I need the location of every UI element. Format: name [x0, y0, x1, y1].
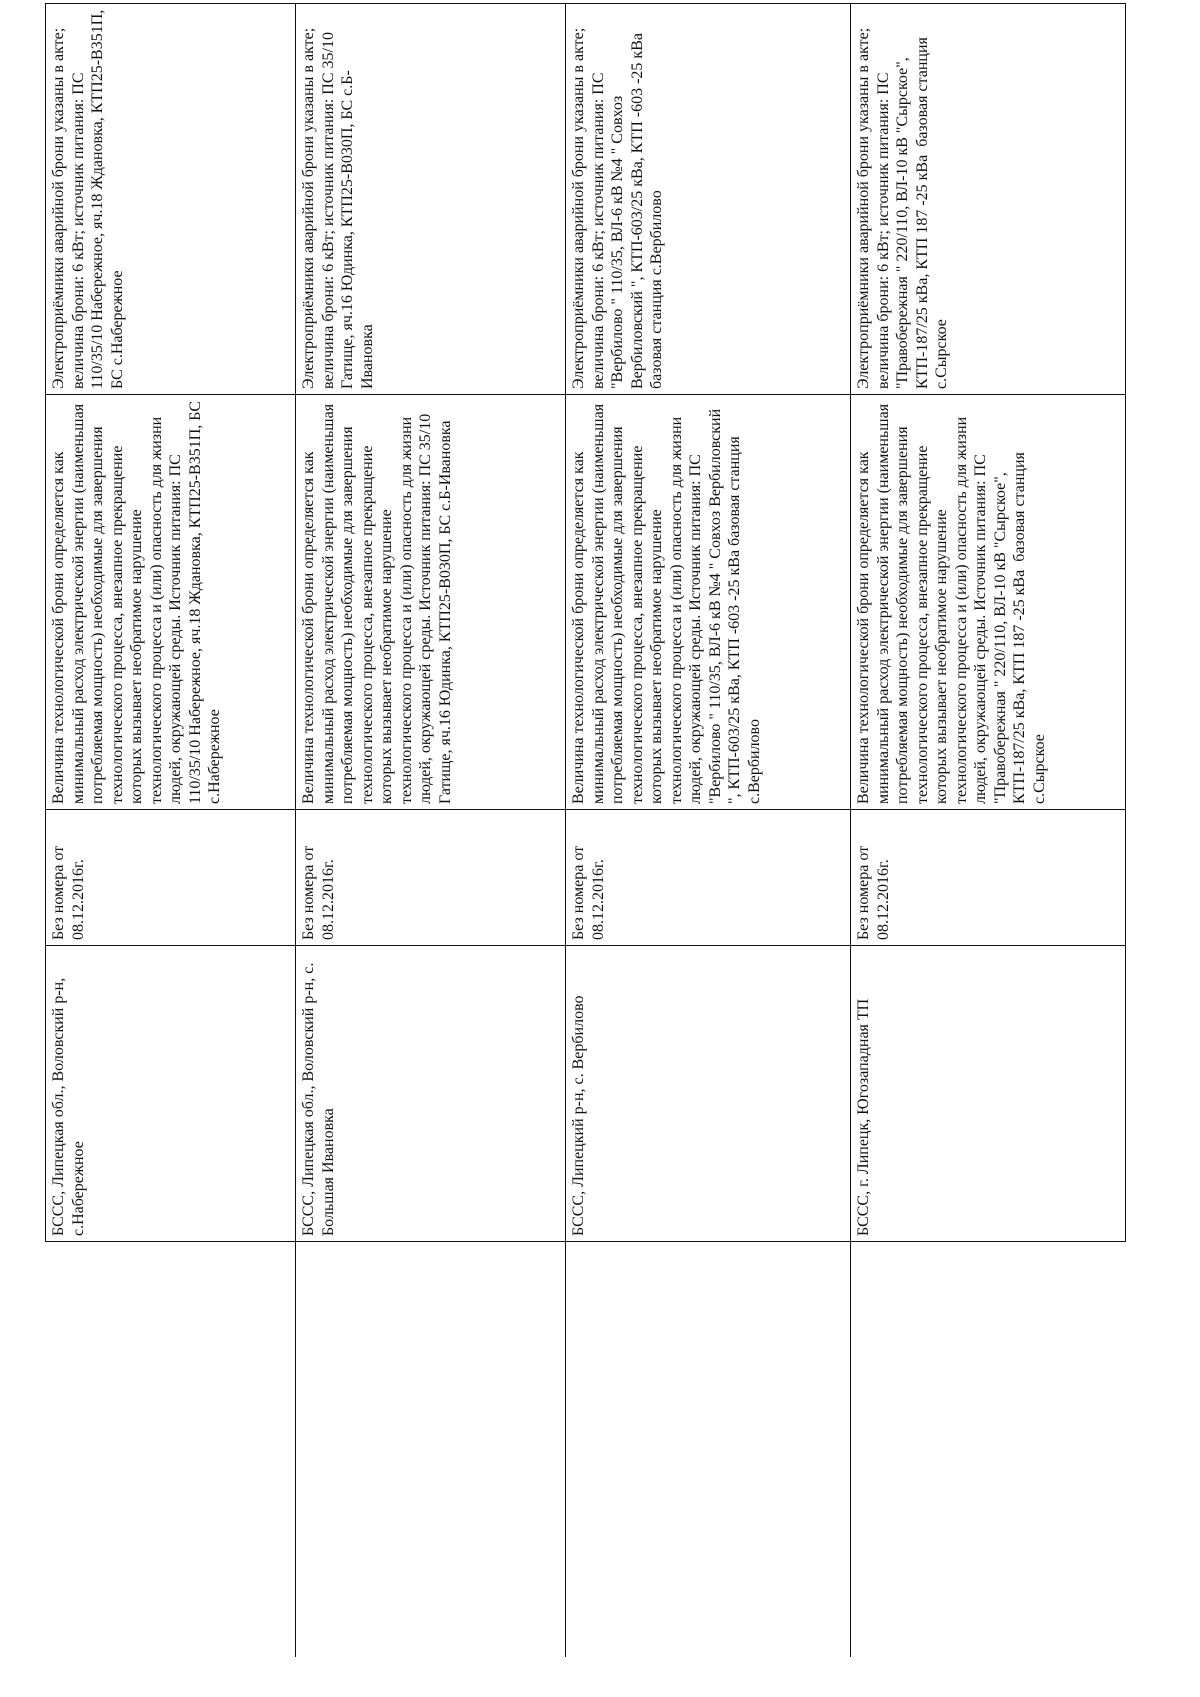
emergency-reserve-cell: Электроприёмники аварийной брони указаны в акте; величина брони: 6 кВт; источник питания: ПС 35/10 Гатище, яч.16 Юдинка, КТП25-В030П, БС с.Б-Ивановка — [296, 4, 566, 395]
emergency-reserve-cell: Электроприёмники аварийной брони указаны в акте; величина брони: 6 кВт; источник питания: ПС "Вербилово " 110/35, ВЛ-6 кВ №4 " Совхоз Вербиловский ", КТП-603/25 кВа, КТП -603 -25 кВа базовая станция с.Вербилово — [566, 4, 851, 395]
act-cell: Без номера от 08.12.2016г. — [566, 810, 851, 946]
object-cell: БССС, Липецкая обл., Воловский р-н, с. Большая Ивановка — [296, 946, 566, 1242]
reserve-table — [45, 3, 1126, 1242]
act-cell: Без номера от 08.12.2016г. — [851, 810, 1126, 946]
stub-line-2 — [565, 1242, 566, 1657]
emergency-reserve-cell: Электроприёмники аварийной брони указаны в акте; величина брони: 6 кВт; источник питания: ПС 110/35/10 Набережное, яч.18 Ждановка, КТП25-В351П, БС с.Набережное — [46, 4, 296, 395]
object-cell: БССС, Липецкий р-н, с. Вербилово — [566, 946, 851, 1242]
stub-line-3 — [850, 1242, 851, 1657]
tech-reserve-cell: Величина технологической брони определяется как минимальный расход электрической энергии (наименьшая потребляемая мощность) необходимые для завершения технологического процесса, внезапное прекращение которых вызывает необратимое нарушение технологического процесса и (или) опасность для жизни людей, окружающей среды. Источник питания: ПС 110/35/10 Набережное, яч.18 Ждановка, КТП25-В351П, БС с.Набережное — [46, 395, 296, 810]
tech-reserve-cell: Величина технологической брони определяется как минимальный расход электрической энергии (наименьшая потребляемая мощность) необходимые для завершения технологического процесса, внезапное прекращение которых вызывает необратимое нарушение технологического процесса и (или) опасность для жизни людей, окружающей среды. Источник питания: ПС "Правобережная " 220/110, ВЛ-10 кВ "Сырское", КТП-187/25 кВа, КТП 187 -25 кВа базовая станция с.Сырское — [851, 395, 1126, 810]
table-row — [46, 4, 296, 1242]
tech-reserve-cell: Величина технологической брони определяется как минимальный расход электрической энергии (наименьшая потребляемая мощность) необходимые для завершения технологического процесса, внезапное прекращение которых вызывает необратимое нарушение технологического процесса и (или) опасность для жизни людей, окружающей среды. Источник питания: ПС "Вербилово " 110/35, ВЛ-6 кВ №4 " Совхоз Вербиловский ", КТП-603/25 кВа, КТП -603 -25 кВа базовая станция с.Вербилово — [566, 395, 851, 810]
table-row — [851, 4, 1126, 1242]
act-cell: Без номера от 08.12.2016г. — [46, 810, 296, 946]
emergency-reserve-cell: Электроприёмники аварийной брони указаны в акте; величина брони: 6 кВт; источник питания: ПС "Правобережная " 220/110, ВЛ-10 кВ "Сырское", КТП-187/25 кВа, КТП 187 -25 кВа базовая станция с.Сырское — [851, 4, 1126, 395]
table-row — [296, 4, 566, 1242]
stub-line-1 — [295, 1242, 296, 1657]
tech-reserve-cell: Величина технологической брони определяется как минимальный расход электрической энергии (наименьшая потребляемая мощность) необходимые для завершения технологического процесса, внезапное прекращение которых вызывает необратимое нарушение технологического процесса и (или) опасность для жизни людей, окружающей среды. Источник питания: ПС 35/10 Гатище, яч.16 Юдинка, КТП25-В030П, БС с.Б-Ивановка — [296, 395, 566, 810]
object-cell: БССС, Липецкая обл., Воловский р-н, с.Набережное — [46, 946, 296, 1242]
act-cell: Без номера от 08.12.2016г. — [296, 810, 566, 946]
table-row — [566, 4, 851, 1242]
object-cell: БССС, г. Липецк, Югозападная ТП — [851, 946, 1126, 1242]
